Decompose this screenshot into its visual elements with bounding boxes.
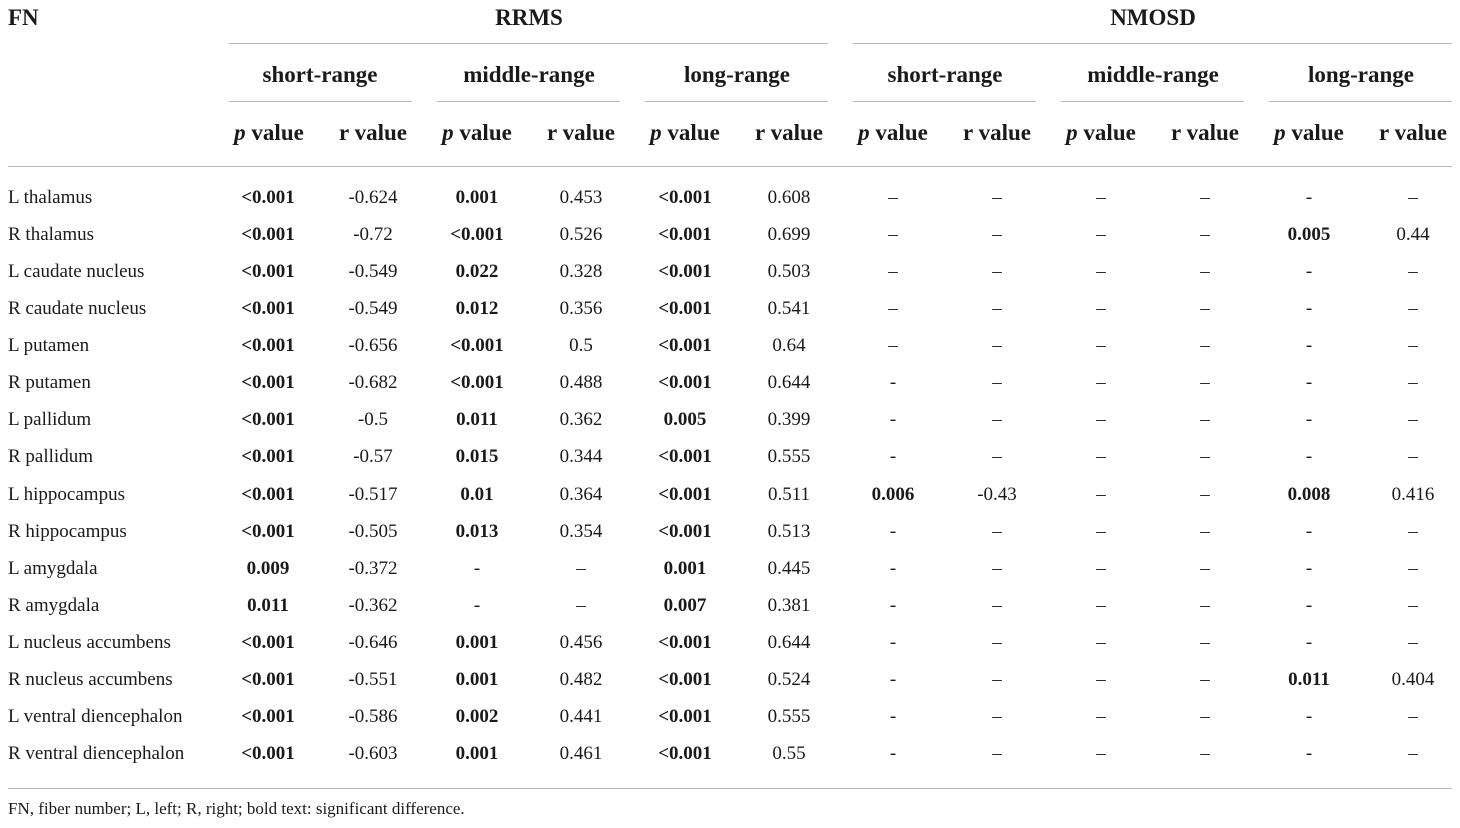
table-cell: 0.354 bbox=[559, 521, 603, 542]
table-cell: – bbox=[1200, 261, 1210, 282]
table-cell: – bbox=[992, 298, 1002, 319]
table-cell: -0.603 bbox=[348, 743, 398, 764]
table-cell: – bbox=[1200, 224, 1210, 245]
table-cell: <0.001 bbox=[241, 298, 295, 319]
table-cell: - bbox=[1305, 743, 1313, 764]
table-cell: 0.009 bbox=[246, 558, 290, 579]
table-cell: 0.006 bbox=[871, 484, 915, 505]
table-cell: – bbox=[1408, 372, 1418, 393]
table-cell: – bbox=[1096, 669, 1106, 690]
table-cell: <0.001 bbox=[241, 261, 295, 282]
table-cell: - bbox=[889, 669, 897, 690]
table-cell: 0.008 bbox=[1287, 484, 1331, 505]
table-cell: 0.456 bbox=[559, 632, 603, 653]
table-cell: 0.013 bbox=[455, 521, 499, 542]
row-label: L hippocampus bbox=[8, 484, 125, 505]
table-cell: – bbox=[1096, 335, 1106, 356]
table-cell: <0.001 bbox=[241, 632, 295, 653]
table-cell: -0.682 bbox=[348, 372, 398, 393]
table-cell: <0.001 bbox=[241, 409, 295, 430]
table-cell: 0.541 bbox=[767, 298, 811, 319]
table-cell: - bbox=[1305, 521, 1313, 542]
table-cell: - bbox=[1305, 335, 1313, 356]
table-cell: – bbox=[1200, 669, 1210, 690]
p-value-header bbox=[650, 119, 720, 147]
r-value-header: r value bbox=[755, 120, 823, 145]
table-cell: - bbox=[889, 558, 897, 579]
table-cell: – bbox=[1408, 261, 1418, 282]
range-rule bbox=[437, 101, 620, 102]
table-cell: <0.001 bbox=[658, 298, 712, 319]
table-cell: - bbox=[1305, 409, 1313, 430]
table-cell: 0.399 bbox=[767, 409, 811, 430]
table-cell: 0.007 bbox=[663, 595, 707, 616]
table-cell: -0.646 bbox=[348, 632, 398, 653]
table-cell: <0.001 bbox=[241, 372, 295, 393]
table-cell: 0.381 bbox=[767, 595, 811, 616]
table-cell: - bbox=[1305, 558, 1313, 579]
table-cell: 0.012 bbox=[455, 298, 499, 319]
p-symbol: p bbox=[442, 120, 454, 145]
row-label: R putamen bbox=[8, 372, 91, 393]
table-cell: 0.511 bbox=[767, 484, 811, 505]
table-cell: – bbox=[992, 261, 1002, 282]
table-cell: – bbox=[992, 187, 1002, 208]
p-value-header bbox=[1274, 119, 1344, 147]
table-cell: – bbox=[888, 261, 898, 282]
table-cell: <0.001 bbox=[658, 372, 712, 393]
r-value-header: r value bbox=[547, 120, 615, 145]
table-cell: - bbox=[889, 372, 897, 393]
table-cell: – bbox=[1200, 446, 1210, 467]
p-value-header bbox=[234, 119, 304, 147]
range-header: long-range bbox=[1307, 62, 1415, 87]
table-cell: – bbox=[992, 372, 1002, 393]
table-cell: -0.57 bbox=[353, 446, 393, 467]
group-rule-nmosd bbox=[853, 43, 1452, 44]
table-cell: – bbox=[888, 298, 898, 319]
table-cell: – bbox=[992, 743, 1002, 764]
p-symbol: p bbox=[1274, 120, 1286, 145]
row-label: L nucleus accumbens bbox=[8, 632, 171, 653]
table-cell: - bbox=[473, 595, 481, 616]
table-cell: <0.001 bbox=[658, 669, 712, 690]
table-cell: -0.586 bbox=[348, 706, 398, 727]
table-cell: – bbox=[1200, 521, 1210, 542]
r-value-header: r value bbox=[1379, 120, 1447, 145]
table-cell: – bbox=[1200, 298, 1210, 319]
table-cell: - bbox=[889, 446, 897, 467]
table-cell: – bbox=[576, 595, 586, 616]
table-cell: 0.44 bbox=[1396, 224, 1430, 245]
table-cell: 0.002 bbox=[455, 706, 499, 727]
table-cell: - bbox=[889, 409, 897, 430]
table-cell: – bbox=[992, 409, 1002, 430]
table-cell: -0.517 bbox=[348, 484, 398, 505]
table-cell: – bbox=[1096, 706, 1106, 727]
table-cell: – bbox=[1096, 446, 1106, 467]
table-cell: 0.555 bbox=[767, 446, 811, 467]
table-cell: <0.001 bbox=[241, 224, 295, 245]
row-label: R caudate nucleus bbox=[8, 298, 147, 319]
row-label: R hippocampus bbox=[8, 521, 127, 542]
row-label: R ventral diencephalon bbox=[8, 743, 185, 764]
table-cell: <0.001 bbox=[658, 632, 712, 653]
table-cell: 0.503 bbox=[767, 261, 811, 282]
table-cell: 0.644 bbox=[767, 372, 811, 393]
table-cell: – bbox=[992, 224, 1002, 245]
p-value-word: value bbox=[453, 120, 512, 145]
table-cell: – bbox=[1096, 632, 1106, 653]
table-cell: - bbox=[1305, 261, 1313, 282]
table-cell: <0.001 bbox=[450, 224, 504, 245]
table-cell: 0.5 bbox=[569, 335, 593, 356]
table-cell: 0.441 bbox=[559, 706, 603, 727]
corner-header: FN bbox=[8, 5, 39, 30]
table-cell: – bbox=[1200, 706, 1210, 727]
table-cell: 0.01 bbox=[460, 484, 494, 505]
table-cell: – bbox=[1200, 632, 1210, 653]
table-cell: 0.001 bbox=[455, 743, 499, 764]
table-cell: – bbox=[1200, 335, 1210, 356]
table-cell: – bbox=[992, 669, 1002, 690]
table-cell: <0.001 bbox=[658, 187, 712, 208]
table-cell: -0.505 bbox=[348, 521, 398, 542]
table-cell: 0.344 bbox=[559, 446, 603, 467]
table-cell: 0.608 bbox=[767, 187, 811, 208]
table-cell: 0.364 bbox=[559, 484, 603, 505]
table-cell: - bbox=[1305, 595, 1313, 616]
table-cell: – bbox=[1408, 632, 1418, 653]
row-label: L putamen bbox=[8, 335, 90, 356]
r-value-header: r value bbox=[339, 120, 407, 145]
table-cell: – bbox=[1200, 409, 1210, 430]
row-label: R nucleus accumbens bbox=[8, 669, 173, 690]
p-value-word: value bbox=[1077, 120, 1136, 145]
table-cell: 0.022 bbox=[455, 261, 499, 282]
table-cell: 0.356 bbox=[559, 298, 603, 319]
range-header: middle-range bbox=[1087, 62, 1219, 87]
row-label: R amygdala bbox=[8, 595, 100, 616]
row-label: R pallidum bbox=[8, 446, 93, 467]
table-cell: - bbox=[889, 743, 897, 764]
table-cell: <0.001 bbox=[241, 521, 295, 542]
p-symbol: p bbox=[1066, 120, 1078, 145]
table-cell: – bbox=[992, 335, 1002, 356]
table-cell: <0.001 bbox=[658, 446, 712, 467]
table-cell: – bbox=[1408, 706, 1418, 727]
table-cell: - bbox=[1305, 706, 1313, 727]
table-cell: <0.001 bbox=[450, 335, 504, 356]
table-cell: – bbox=[1408, 595, 1418, 616]
table-cell: – bbox=[992, 446, 1002, 467]
p-value-word: value bbox=[245, 120, 304, 145]
table-cell: – bbox=[1408, 743, 1418, 764]
group-header-nmosd: NMOSD bbox=[1110, 5, 1196, 30]
range-rule bbox=[853, 101, 1036, 102]
table-cell: – bbox=[888, 224, 898, 245]
table-cell: <0.001 bbox=[241, 706, 295, 727]
table-cell: 0.011 bbox=[247, 595, 289, 616]
table-cell: – bbox=[992, 521, 1002, 542]
table-cell: -0.549 bbox=[348, 261, 398, 282]
table-cell: – bbox=[1096, 521, 1106, 542]
table-cell: – bbox=[1200, 558, 1210, 579]
row-label: L caudate nucleus bbox=[8, 261, 145, 282]
row-label: L amygdala bbox=[8, 558, 98, 579]
table-cell: – bbox=[992, 595, 1002, 616]
table-cell: 0.64 bbox=[772, 335, 806, 356]
table-cell: 0.524 bbox=[767, 669, 811, 690]
table-bottom-rule bbox=[8, 788, 1452, 789]
r-value-header: r value bbox=[1171, 120, 1239, 145]
table-cell: 0.453 bbox=[559, 187, 603, 208]
row-label: L ventral diencephalon bbox=[8, 706, 183, 727]
range-header: short-range bbox=[887, 62, 1003, 87]
table-cell: <0.001 bbox=[241, 484, 295, 505]
table-cell: -0.72 bbox=[353, 224, 393, 245]
table-cell: 0.416 bbox=[1391, 484, 1435, 505]
table-cell: 0.482 bbox=[559, 669, 603, 690]
table-cell: - bbox=[1305, 372, 1313, 393]
table-cell: <0.001 bbox=[241, 743, 295, 764]
r-value-header: r value bbox=[963, 120, 1031, 145]
table-cell: <0.001 bbox=[658, 706, 712, 727]
table-cell: -0.43 bbox=[977, 484, 1017, 505]
table-cell: – bbox=[992, 706, 1002, 727]
table-cell: – bbox=[1200, 372, 1210, 393]
table-cell: – bbox=[1096, 298, 1106, 319]
range-rule bbox=[1269, 101, 1452, 102]
table-cell: <0.001 bbox=[658, 224, 712, 245]
table-cell: – bbox=[1408, 558, 1418, 579]
table-cell: – bbox=[1096, 261, 1106, 282]
table-cell: – bbox=[1096, 187, 1106, 208]
table-cell: – bbox=[1408, 409, 1418, 430]
table-cell: – bbox=[1096, 372, 1106, 393]
table-cell: -0.5 bbox=[357, 409, 389, 430]
table-cell: 0.005 bbox=[663, 409, 707, 430]
header-bottom-rule bbox=[8, 166, 1452, 167]
table-cell: - bbox=[889, 595, 897, 616]
p-value-word: value bbox=[661, 120, 720, 145]
range-header: middle-range bbox=[463, 62, 595, 87]
p-value-header bbox=[442, 119, 512, 147]
table-cell: <0.001 bbox=[450, 372, 504, 393]
range-rule bbox=[1061, 101, 1244, 102]
group-header-rrms: RRMS bbox=[495, 5, 563, 30]
group-rule-rrms bbox=[229, 43, 828, 44]
row-label: L thalamus bbox=[8, 187, 93, 208]
p-value-header bbox=[1066, 119, 1136, 147]
table-cell: 0.005 bbox=[1287, 224, 1331, 245]
table-cell: 0.015 bbox=[455, 446, 499, 467]
table-cell: – bbox=[1096, 409, 1106, 430]
table-cell: – bbox=[1096, 595, 1106, 616]
table-cell: – bbox=[1408, 521, 1418, 542]
table-cell: - bbox=[1305, 187, 1313, 208]
table-cell: 0.328 bbox=[559, 261, 603, 282]
range-rule bbox=[645, 101, 828, 102]
range-header: short-range bbox=[262, 62, 378, 87]
table-cell: 0.55 bbox=[772, 743, 806, 764]
table-cell: – bbox=[1096, 224, 1106, 245]
table-cell: -0.549 bbox=[348, 298, 398, 319]
p-symbol: p bbox=[234, 120, 246, 145]
table-cell: <0.001 bbox=[658, 335, 712, 356]
table-cell: - bbox=[1305, 298, 1313, 319]
table-cell: 0.488 bbox=[559, 372, 603, 393]
table-cell: – bbox=[576, 558, 586, 579]
table-cell: – bbox=[992, 558, 1002, 579]
table-cell: <0.001 bbox=[241, 187, 295, 208]
table-cell: 0.001 bbox=[455, 187, 499, 208]
table-cell: <0.001 bbox=[241, 446, 295, 467]
row-label: R thalamus bbox=[8, 224, 95, 245]
table-cell: -0.551 bbox=[348, 669, 398, 690]
p-value-word: value bbox=[1285, 120, 1344, 145]
range-header: long-range bbox=[683, 62, 791, 87]
table-cell: – bbox=[1096, 743, 1106, 764]
table-cell: 0.526 bbox=[559, 224, 603, 245]
range-rule bbox=[229, 101, 412, 102]
table-cell: - bbox=[889, 632, 897, 653]
table-cell: – bbox=[1096, 558, 1106, 579]
table-cell: 0.001 bbox=[455, 669, 499, 690]
table-cell: – bbox=[1408, 298, 1418, 319]
table-cell: - bbox=[1305, 632, 1313, 653]
table-cell: – bbox=[1200, 484, 1210, 505]
table-cell: <0.001 bbox=[658, 484, 712, 505]
p-symbol: p bbox=[858, 120, 870, 145]
table-cell: 0.404 bbox=[1391, 669, 1435, 690]
table-cell: – bbox=[888, 335, 898, 356]
table-cell: <0.001 bbox=[241, 669, 295, 690]
table-footnote: FN, fiber number; L, left; R, right; bold text: significant difference. bbox=[8, 799, 465, 818]
table-cell: 0.644 bbox=[767, 632, 811, 653]
table-cell: 0.555 bbox=[767, 706, 811, 727]
table-cell: 0.699 bbox=[767, 224, 811, 245]
table-cell: – bbox=[1096, 484, 1106, 505]
table-cell: 0.001 bbox=[663, 558, 707, 579]
table-cell: -0.656 bbox=[348, 335, 398, 356]
table-cell: 0.513 bbox=[767, 521, 811, 542]
table-cell: – bbox=[1200, 743, 1210, 764]
table-cell: - bbox=[473, 558, 481, 579]
table-cell: -0.624 bbox=[348, 187, 398, 208]
table-cell: <0.001 bbox=[658, 261, 712, 282]
table-cell: -0.362 bbox=[348, 595, 398, 616]
table-cell: -0.372 bbox=[348, 558, 398, 579]
table-cell: – bbox=[1408, 335, 1418, 356]
table-cell: <0.001 bbox=[241, 335, 295, 356]
table-cell: 0.445 bbox=[767, 558, 811, 579]
table-cell: 0.011 bbox=[456, 409, 498, 430]
table-cell: - bbox=[889, 706, 897, 727]
table-cell: – bbox=[1408, 446, 1418, 467]
table-cell: - bbox=[889, 521, 897, 542]
table-cell: – bbox=[1408, 187, 1418, 208]
table-cell: 0.362 bbox=[559, 409, 603, 430]
p-symbol: p bbox=[650, 120, 662, 145]
table-cell: 0.461 bbox=[559, 743, 603, 764]
table-cell: – bbox=[992, 632, 1002, 653]
table-cell: <0.001 bbox=[658, 743, 712, 764]
table-cell: 0.001 bbox=[455, 632, 499, 653]
table-cell: – bbox=[1200, 595, 1210, 616]
table-cell: <0.001 bbox=[658, 521, 712, 542]
table-cell: - bbox=[1305, 446, 1313, 467]
table-cell: – bbox=[888, 187, 898, 208]
p-value-header bbox=[858, 119, 928, 147]
table-cell: 0.011 bbox=[1288, 669, 1330, 690]
row-label: L pallidum bbox=[8, 409, 92, 430]
p-value-word: value bbox=[869, 120, 928, 145]
table-cell: – bbox=[1200, 187, 1210, 208]
